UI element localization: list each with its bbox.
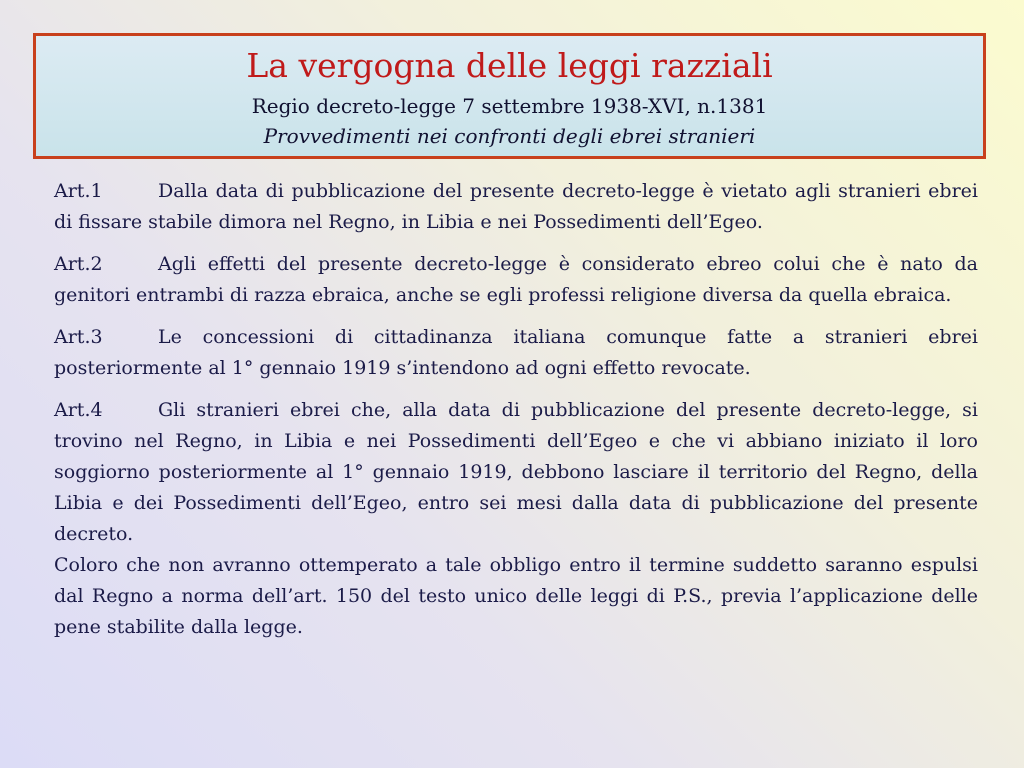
article-3 [54,322,978,384]
decree-subject: Provvedimenti nei confronti degli ebrei stranieri [263,124,756,148]
article-1 [54,176,978,238]
decree-reference: Regio decreto-legge 7 settembre 1938-XVI, n.1381 [251,94,768,118]
article-number: Art.4 [54,399,103,421]
article-number: Art.3 [54,326,103,348]
articles-body [54,176,978,643]
article-text: Le concessioni di cittadinanza italiana comunque fatte a stranieri ebrei posteriormente al 1° gennaio 1919 s’intendono ad ogni effetto revocate. [54,326,978,379]
article-4 [54,395,978,550]
title-box [33,33,986,159]
article-text: Gli stranieri ebrei che, alla data di pubblicazione del presente decreto-legge, si trovino nel Regno, in Libia e nei Possedimenti dell’Egeo e che vi abbiano iniziato il loro soggiorno posteriormente al 1° gennaio 1919, debbono lasciare il territorio del Regno, della Libia e dei Possedimenti dell’Egeo, entro sei mesi dalla data di pubblicazione del presente decreto. [54,399,978,545]
article-text: Agli effetti del presente decreto-legge è considerato ebreo colui che è nato da genitori entrambi di razza ebraica, anche se egli professi religione diversa da quella ebraica. [54,253,978,306]
article-number: Art.1 [54,180,103,202]
page-title: La vergogna delle leggi razziali [246,46,773,85]
article-number: Art.2 [54,253,103,275]
article-text: Dalla data di pubblicazione del presente decreto-legge è vietato agli stranieri ebrei di fissare stabile dimora nel Regno, in Libia e nei Possedimenti dell’Egeo. [54,180,978,233]
article-2 [54,249,978,311]
article-4-continuation: Coloro che non avranno ottemperato a tale obbligo entro il termine suddetto saranno espulsi dal Regno a norma dell’art. 150 del testo unico delle leggi di P.S., previa l’applicazione delle pene stabilite dalla legge. [54,554,978,638]
